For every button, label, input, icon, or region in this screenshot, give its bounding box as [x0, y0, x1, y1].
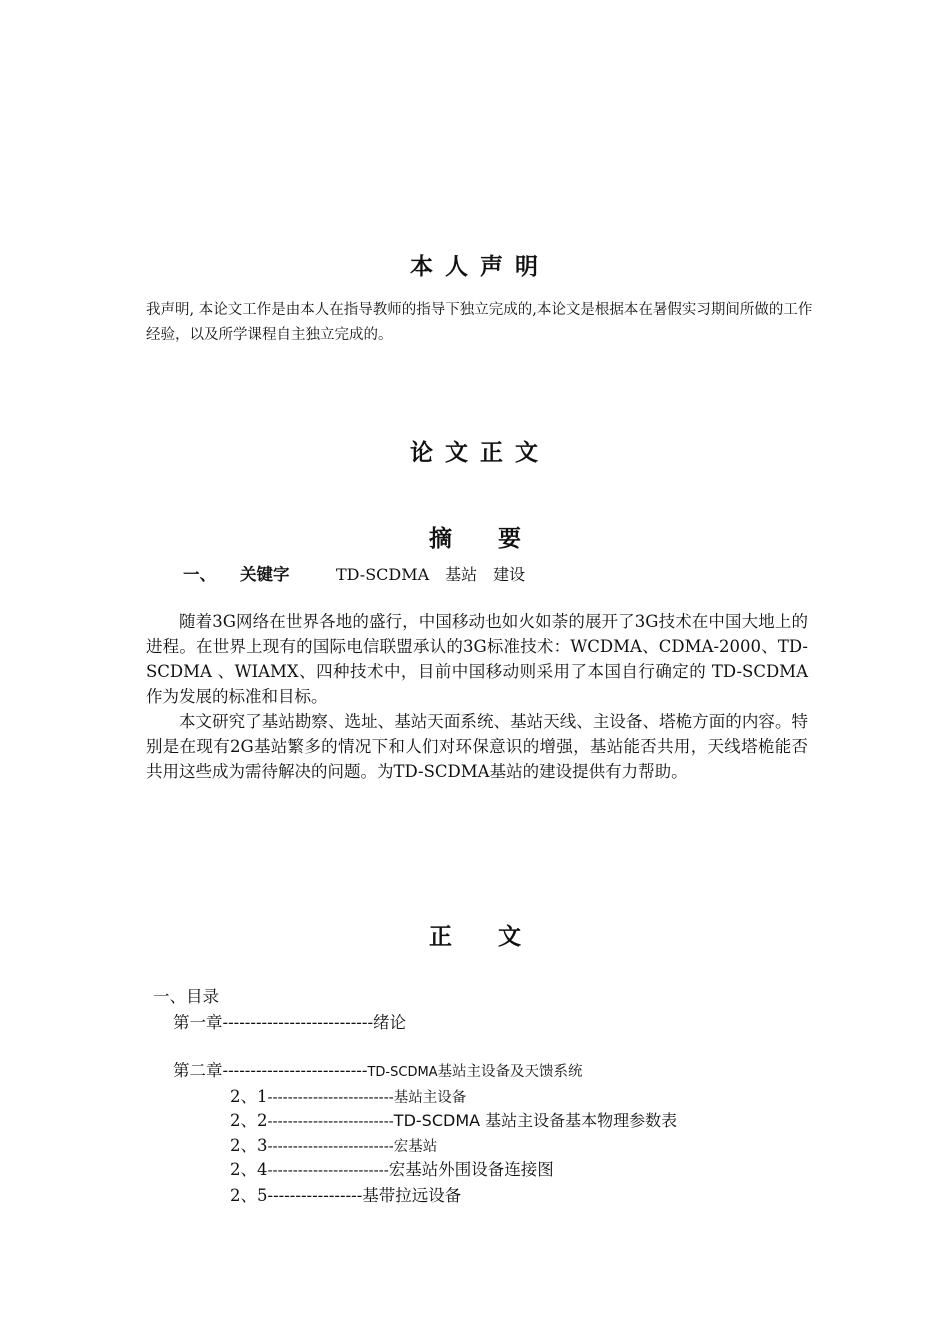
- toc-item-title: 基带拉远设备: [362, 1186, 462, 1205]
- declaration-title: 本 人 声 明: [409, 254, 541, 280]
- toc-item-title: 宏基站: [393, 1139, 438, 1155]
- toc-item-leader: -------------------------: [267, 1139, 394, 1155]
- abstract-title: 摘 要: [429, 526, 521, 552]
- toc-chapter-2[interactable]: [173, 1057, 583, 1081]
- toc-item-leader: -------------------------: [267, 1114, 394, 1130]
- toc-item[interactable]: [230, 1107, 677, 1131]
- toc-chapter-1-prefix: 第一章: [173, 1013, 223, 1032]
- toc-item-number: 2、4: [230, 1160, 268, 1179]
- toc-chapter-2-leader: --------------------------: [222, 1061, 368, 1080]
- toc-item-leader: -------------------------: [267, 1090, 394, 1106]
- keywords-line: [183, 561, 216, 585]
- toc-item[interactable]: [230, 1132, 437, 1156]
- main-title: 正 文: [429, 924, 521, 950]
- toc-item-title: 宏基站外围设备连接图: [388, 1160, 554, 1179]
- toc-item-number: 2、2: [230, 1111, 268, 1130]
- declaration-text: 我声明, 本论文工作是由本人在指导教师的指导下独立完成的,本论文是根据本在暑假实习期间所做的工作经验，以及所学课程自主独立完成的。: [146, 302, 813, 343]
- toc-chapter-1[interactable]: [173, 1009, 406, 1033]
- toc-chapter-1-title: 绪论: [373, 1013, 407, 1032]
- toc-item-leader: ------------------------: [267, 1163, 389, 1179]
- toc-item[interactable]: [230, 1182, 461, 1206]
- toc-item-leader: -----------------: [267, 1186, 363, 1205]
- keywords-list: TD-SCDMA 基站 建设: [336, 565, 526, 584]
- toc-chapter-2-prefix: 第二章: [173, 1061, 223, 1080]
- toc-item-number: 2、5: [230, 1186, 268, 1205]
- toc-item[interactable]: [230, 1083, 466, 1107]
- toc-item-title: TD-SCDMA 基站主设备基本物理参数表: [393, 1111, 678, 1130]
- toc-chapter-1-leader: ---------------------------: [222, 1013, 374, 1032]
- keywords-number: 一、: [183, 565, 216, 584]
- toc-chapter-2-title-latin: TD-SCDMA: [367, 1065, 438, 1080]
- toc-heading: 一、目录: [153, 987, 219, 1006]
- toc-item-number: 2、1: [230, 1087, 268, 1106]
- toc-chapter-2-title: 基站主设备及天馈系统: [437, 1064, 583, 1080]
- keywords-label: 关键字: [240, 565, 290, 584]
- abstract-paragraph-1: 随着3G网络在世界各地的盛行，中国移动也如火如荼的展开了3G技术在中国大地上的进程。在世界上现有的国际电信联盟承认的3G标准技术：WCDMA、CDMA-2000、TD-SCDMA 、WIAMX、四种技术中，目前中国移动则采用了本国自行确定的 TD-SCDMA作为发展的标准和目标。: [146, 612, 808, 706]
- toc-item-title: 基站主设备: [393, 1090, 467, 1106]
- abstract-paragraph-2: 本文研究了基站勘察、选址、基站天面系统、基站天线、主设备、塔桅方面的内容。特别是在现有2G基站繁多的情况下和人们对环保意识的增强，基站能否共用，天线塔桅能否共用这些成为需待解决的问题。为TD-SCDMA基站的建设提供有力帮助。: [146, 712, 808, 781]
- toc-item-number: 2、3: [230, 1136, 268, 1155]
- body-title: 论 文 正 文: [409, 440, 541, 466]
- toc-item[interactable]: [230, 1156, 554, 1180]
